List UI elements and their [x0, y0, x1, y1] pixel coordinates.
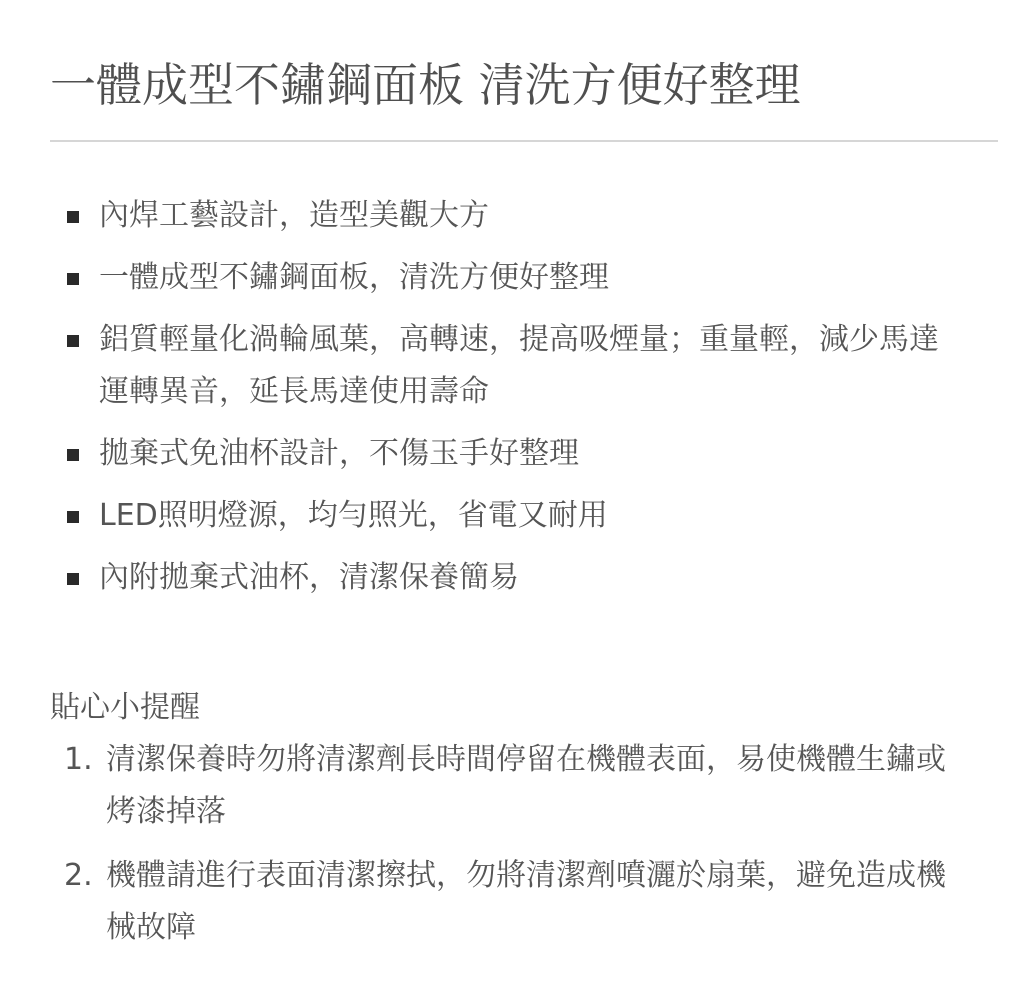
square-bullet-icon — [67, 273, 79, 285]
square-bullet-icon — [67, 211, 79, 223]
feature-item — [50, 314, 950, 418]
page-title: 一體成型不鏽鋼面板 清洗方便好整理 — [50, 58, 801, 112]
feature-text: 拋棄式免油杯設計，不傷玉手好整理 — [99, 436, 579, 471]
feature-item — [50, 552, 950, 604]
feature-list — [50, 190, 950, 614]
tip-text: 機體請進行表面清潔擦拭，勿將清潔劑噴灑於扇葉，避免造成機械故障 — [106, 858, 946, 945]
tip-number: 1. — [64, 742, 93, 777]
tip-item — [50, 734, 950, 838]
tip-number: 2. — [64, 858, 93, 893]
feature-item — [50, 252, 950, 304]
feature-item — [50, 428, 950, 480]
tip-text: 清潔保養時勿將清潔劑長時間停留在機體表面，易使機體生鏽或烤漆掉落 — [106, 742, 946, 829]
tip-item — [50, 850, 950, 954]
square-bullet-icon — [67, 449, 79, 461]
feature-text: LED照明燈源，均勻照光，省電又耐用 — [99, 498, 608, 533]
feature-text: 內焊工藝設計，造型美觀大方 — [99, 198, 489, 233]
feature-item — [50, 190, 950, 242]
tips-list — [50, 734, 950, 966]
square-bullet-icon — [67, 573, 79, 585]
square-bullet-icon — [67, 335, 79, 347]
feature-text: 內附拋棄式油杯，清潔保養簡易 — [99, 560, 519, 595]
feature-text: 鋁質輕量化渦輪風葉，高轉速，提高吸煙量；重量輕，減少馬達運轉異音，延長馬達使用壽命 — [99, 322, 939, 409]
tips-heading: 貼心小提醒 — [50, 690, 200, 725]
title-divider — [50, 140, 998, 142]
product-description — [50, 0, 998, 945]
feature-item — [50, 490, 950, 542]
square-bullet-icon — [67, 511, 79, 523]
feature-text: 一體成型不鏽鋼面板，清洗方便好整理 — [99, 260, 609, 295]
